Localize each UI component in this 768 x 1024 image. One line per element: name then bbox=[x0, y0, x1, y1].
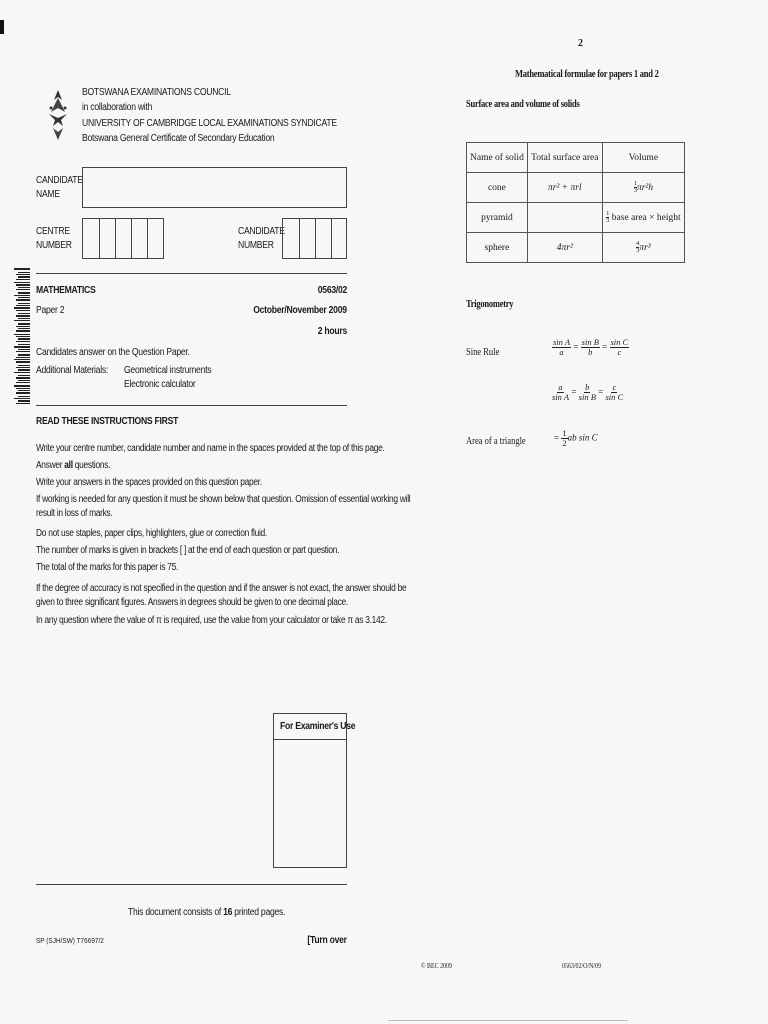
scan-mark bbox=[0, 20, 4, 34]
candidate-number-label-2: NUMBER bbox=[238, 240, 274, 251]
centre-number-label-1: CENTRE bbox=[36, 226, 70, 237]
material-1: Geometrical instruments bbox=[124, 365, 212, 376]
surface-area-formula bbox=[527, 203, 602, 233]
surface-area-formula: πr² + πrl bbox=[527, 173, 602, 203]
table-header: Total surface area bbox=[527, 143, 602, 173]
answer-note: Candidates answer on the Question Paper. bbox=[36, 347, 190, 358]
table-row bbox=[467, 173, 685, 203]
instruction-7: The number of marks is given in brackets [ ] at the end of each question or part question. bbox=[36, 545, 340, 556]
header-line-4: Botswana General Certificate of Secondary Education bbox=[82, 133, 275, 144]
instruction-8: The total of the marks for this paper is 75. bbox=[36, 562, 179, 573]
area-triangle-label: Area of a triangle bbox=[466, 436, 526, 447]
turn-over: [Turn over bbox=[307, 935, 347, 946]
instruction-1: Write your centre number, candidate number and name in the spaces provided at the top of this page. bbox=[36, 443, 385, 454]
instruction-10: given to three significant figures. Answers in degrees should be given to one decimal place. bbox=[36, 597, 348, 608]
solid-name: pyramid bbox=[467, 203, 528, 233]
candidate-name-label-2: NAME bbox=[36, 189, 60, 200]
volume-formula: $\frac{1}{3}$ πr²h bbox=[602, 173, 684, 203]
examiner-use-box bbox=[273, 713, 356, 868]
instruction-9: If the degree of accuracy is not specified in the question and if the answer is not exact, the answer should be bbox=[36, 583, 407, 594]
page-number: 2 bbox=[578, 38, 583, 49]
sine-rule-formula-1: $\frac{\text{sin A}}{a}$ = $\frac{\text{sin B}}{b}$ = $\frac{\text{sin C}}{c}$ bbox=[553, 337, 629, 357]
trigonometry-heading: Trigonometry bbox=[466, 299, 514, 310]
candidate-name-label-1: CANDIDATE bbox=[36, 175, 83, 186]
copyright: © BEC 2009 bbox=[421, 962, 452, 970]
bec-logo-icon bbox=[45, 88, 71, 148]
surface-area-formula: 4πr² bbox=[527, 233, 602, 263]
subject-title: MATHEMATICS bbox=[36, 285, 96, 296]
volume-formula: $\frac{1}{3}$ base area × height bbox=[602, 203, 684, 233]
sine-rule-formula-2: $\frac{a}{\text{sin A}}$ = $\frac{b}{\text{sin B}}$ = $\frac{c}{\text{sin C}}$ bbox=[552, 382, 624, 402]
area-triangle-formula: = $\frac{1}{2}$ ab sin C bbox=[554, 428, 598, 448]
paper-number: Paper 2 bbox=[36, 305, 65, 316]
exam-duration: 2 hours bbox=[317, 326, 347, 337]
header-line-3: UNIVERSITY OF CAMBRIDGE LOCAL EXAMINATIONS SYNDICATE bbox=[82, 118, 337, 129]
divider bbox=[36, 884, 347, 885]
volume-formula: $\frac{4}{3}$ πr³ bbox=[602, 233, 684, 263]
table-row bbox=[467, 203, 685, 233]
solid-name: sphere bbox=[467, 233, 528, 263]
instruction-6: Do not use staples, paper clips, highlighters, glue or correction fluid. bbox=[36, 528, 267, 539]
exam-session: October/November 2009 bbox=[253, 305, 347, 316]
instruction-2: Answer all questions. bbox=[36, 460, 111, 471]
instruction-4: If working is needed for any question it must be shown below that question. Omission of essential working will bbox=[36, 494, 411, 505]
table-header: Name of solid bbox=[467, 143, 528, 173]
instructions-heading: READ THESE INSTRUCTIONS FIRST bbox=[36, 416, 179, 427]
candidate-number-label-1: CANDIDATE bbox=[238, 226, 285, 237]
centre-number-box[interactable] bbox=[82, 218, 164, 259]
barcode-icon bbox=[14, 268, 30, 406]
instruction-5: result in loss of marks. bbox=[36, 508, 113, 519]
document-reference: SP (SJH/SW) T76697/2 bbox=[36, 936, 104, 945]
centre-number-label-2: NUMBER bbox=[36, 240, 72, 251]
materials-label: Additional Materials: bbox=[36, 365, 109, 376]
table-row bbox=[467, 233, 685, 263]
divider bbox=[36, 405, 347, 406]
header-line-2: in collaboration with bbox=[82, 102, 153, 113]
instruction-3: Write your answers in the spaces provided on this question paper. bbox=[36, 477, 262, 488]
candidate-number-box[interactable] bbox=[282, 218, 347, 259]
examiner-use-label: For Examiner's Use bbox=[280, 721, 356, 732]
page-edge bbox=[388, 1020, 628, 1021]
candidate-name-box[interactable] bbox=[82, 167, 347, 208]
formulae-title: Mathematical formulae for papers 1 and 2 bbox=[515, 69, 659, 80]
paper-reference: 0563/02/O/N/09 bbox=[562, 962, 602, 970]
header-line-1: BOTSWANA EXAMINATIONS COUNCIL bbox=[82, 87, 231, 98]
material-2: Electronic calculator bbox=[124, 379, 196, 390]
formula-table bbox=[466, 142, 685, 263]
table-header-row bbox=[467, 143, 685, 173]
table-header: Volume bbox=[602, 143, 684, 173]
pages-note: This document consists of 16 printed pages. bbox=[128, 907, 286, 918]
solid-name: cone bbox=[467, 173, 528, 203]
divider bbox=[36, 273, 347, 274]
paper-code: 0563/02 bbox=[317, 285, 347, 296]
sine-rule-label: Sine Rule bbox=[466, 347, 500, 358]
instruction-11: In any question where the value of π is required, use the value from your calculator or take π as 3.142. bbox=[36, 615, 387, 626]
surface-area-heading: Surface area and volume of solids bbox=[466, 99, 580, 110]
